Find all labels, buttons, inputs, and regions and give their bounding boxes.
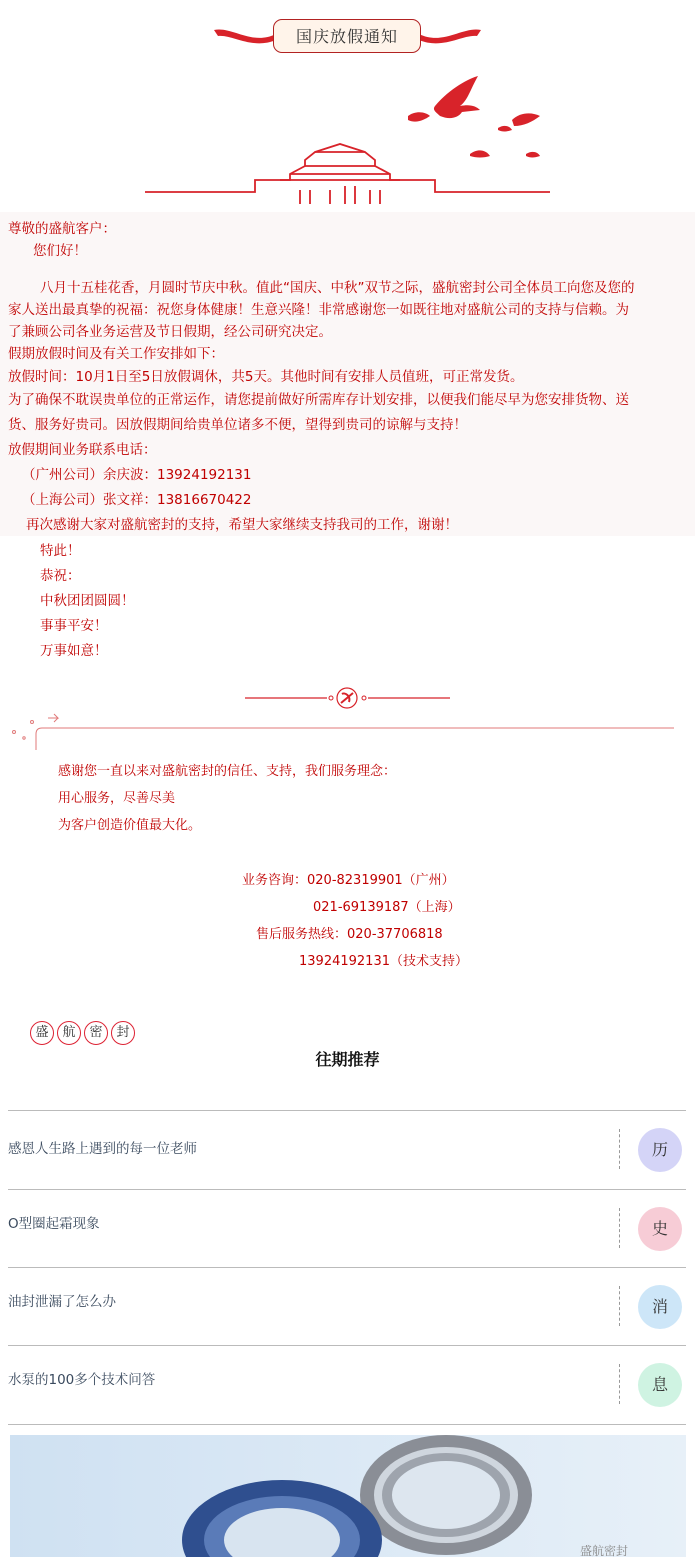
closing-line: 特此！	[40, 543, 81, 559]
para2-line1: 为了确保不耽误贵单位的正常运作，请您提前做好所需库存计划安排，以便我们能尽早为您安排货物、送	[8, 392, 629, 408]
para1-line3: 了兼顾公司各业务运营及节日假期，经公司研究决定。	[8, 324, 332, 340]
recommend-item[interactable]	[8, 1345, 686, 1425]
recommend-item[interactable]	[8, 1110, 686, 1189]
recommend-badge: 史	[638, 1207, 682, 1251]
frame-decoration	[6, 712, 682, 756]
watermark: 盛航密封	[580, 1544, 629, 1557]
recommend-badge: 息	[638, 1363, 682, 1407]
divider	[619, 1286, 620, 1326]
business-consult: 业务咨询：020-82319901（广州）	[242, 873, 455, 888]
greeting: 尊敬的盛航客户：	[8, 221, 116, 237]
holiday-time: 放假时间：10月1日至5日放假调休，共5天。其他时间有安排人员值班，可正常发货。	[8, 369, 524, 385]
thanks-text: 再次感谢大家对盛航密封的支持，希望大家继续支持我司的工作，谢谢！	[26, 517, 458, 533]
contact-shanghai: （上海公司）张文祥：13816670422	[22, 492, 252, 508]
right-ribbon-icon	[419, 24, 483, 48]
recommend-item-text[interactable]: O型圈起霜现象	[8, 1216, 100, 1232]
divider	[619, 1208, 620, 1248]
page-title: 国庆放假通知	[273, 19, 421, 53]
closing-line: 中秋团团圆圆！	[40, 593, 135, 609]
para1-line1: 八月十五桂花香，月圆时节庆中秋。值此“国庆、中秋”双节之际，盛航密封公司全体员工向您及您的	[40, 280, 635, 296]
divider	[619, 1364, 620, 1404]
left-ribbon-icon	[212, 24, 276, 48]
recommend-item-text[interactable]: 水泵的100多个技术问答	[8, 1372, 156, 1388]
recommend-item[interactable]	[8, 1267, 686, 1346]
contact-title: 放假期间业务联系电话：	[8, 442, 157, 458]
party-emblem-divider	[245, 686, 450, 710]
recommend-badge: 消	[638, 1285, 682, 1329]
recommend-item-text[interactable]: 感恩人生路上遇到的每一位老师	[8, 1141, 197, 1157]
closing-line: 事事平安！	[40, 618, 108, 634]
recommend-item[interactable]	[8, 1189, 686, 1268]
product-banner[interactable]	[10, 1435, 686, 1557]
logo-stamp: 密	[84, 1021, 108, 1045]
divider	[619, 1129, 620, 1169]
para2-line2: 货、服务好贵司。因放假期间给贵单位诸多不便，望得到贵司的谅解与支持！	[8, 417, 467, 433]
service-line3: 为客户创造价值最大化。	[58, 818, 202, 833]
closing-line: 恭祝：	[40, 568, 81, 584]
hello: 您们好！	[33, 243, 87, 259]
recommend-badge: 历	[638, 1128, 682, 1172]
logo-stamp: 封	[111, 1021, 135, 1045]
service-line2: 用心服务，尽善尽美	[58, 791, 176, 806]
doves-tiananmen-illustration	[140, 70, 560, 210]
business-consult-shanghai: 021-69139187（上海）	[313, 900, 461, 915]
para1-line2: 家人送出最真挚的祝福：祝您身体健康！生意兴隆！非常感谢您一如既往地对盛航公司的支持与信赖。为	[8, 302, 629, 318]
recommend-item-text[interactable]: 油封泄漏了怎么办	[8, 1294, 116, 1310]
aftersales-hotline: 售后服务热线：020-37706818	[256, 927, 443, 942]
service-line1: 感谢您一直以来对盛航密封的信任、支持，我们服务理念：	[58, 764, 397, 779]
tech-support: 13924192131（技术支持）	[299, 954, 468, 969]
arrangement: 假期放假时间及有关工作安排如下：	[8, 346, 224, 362]
logo-stamp: 航	[57, 1021, 81, 1045]
logo-stamp: 盛	[30, 1021, 54, 1045]
contact-guangzhou: （广州公司）余庆波：13924192131	[22, 467, 252, 483]
closing-line: 万事如意！	[40, 643, 108, 659]
oil-seal-image	[10, 1435, 686, 1557]
recommend-title: 往期推荐	[315, 1050, 380, 1069]
